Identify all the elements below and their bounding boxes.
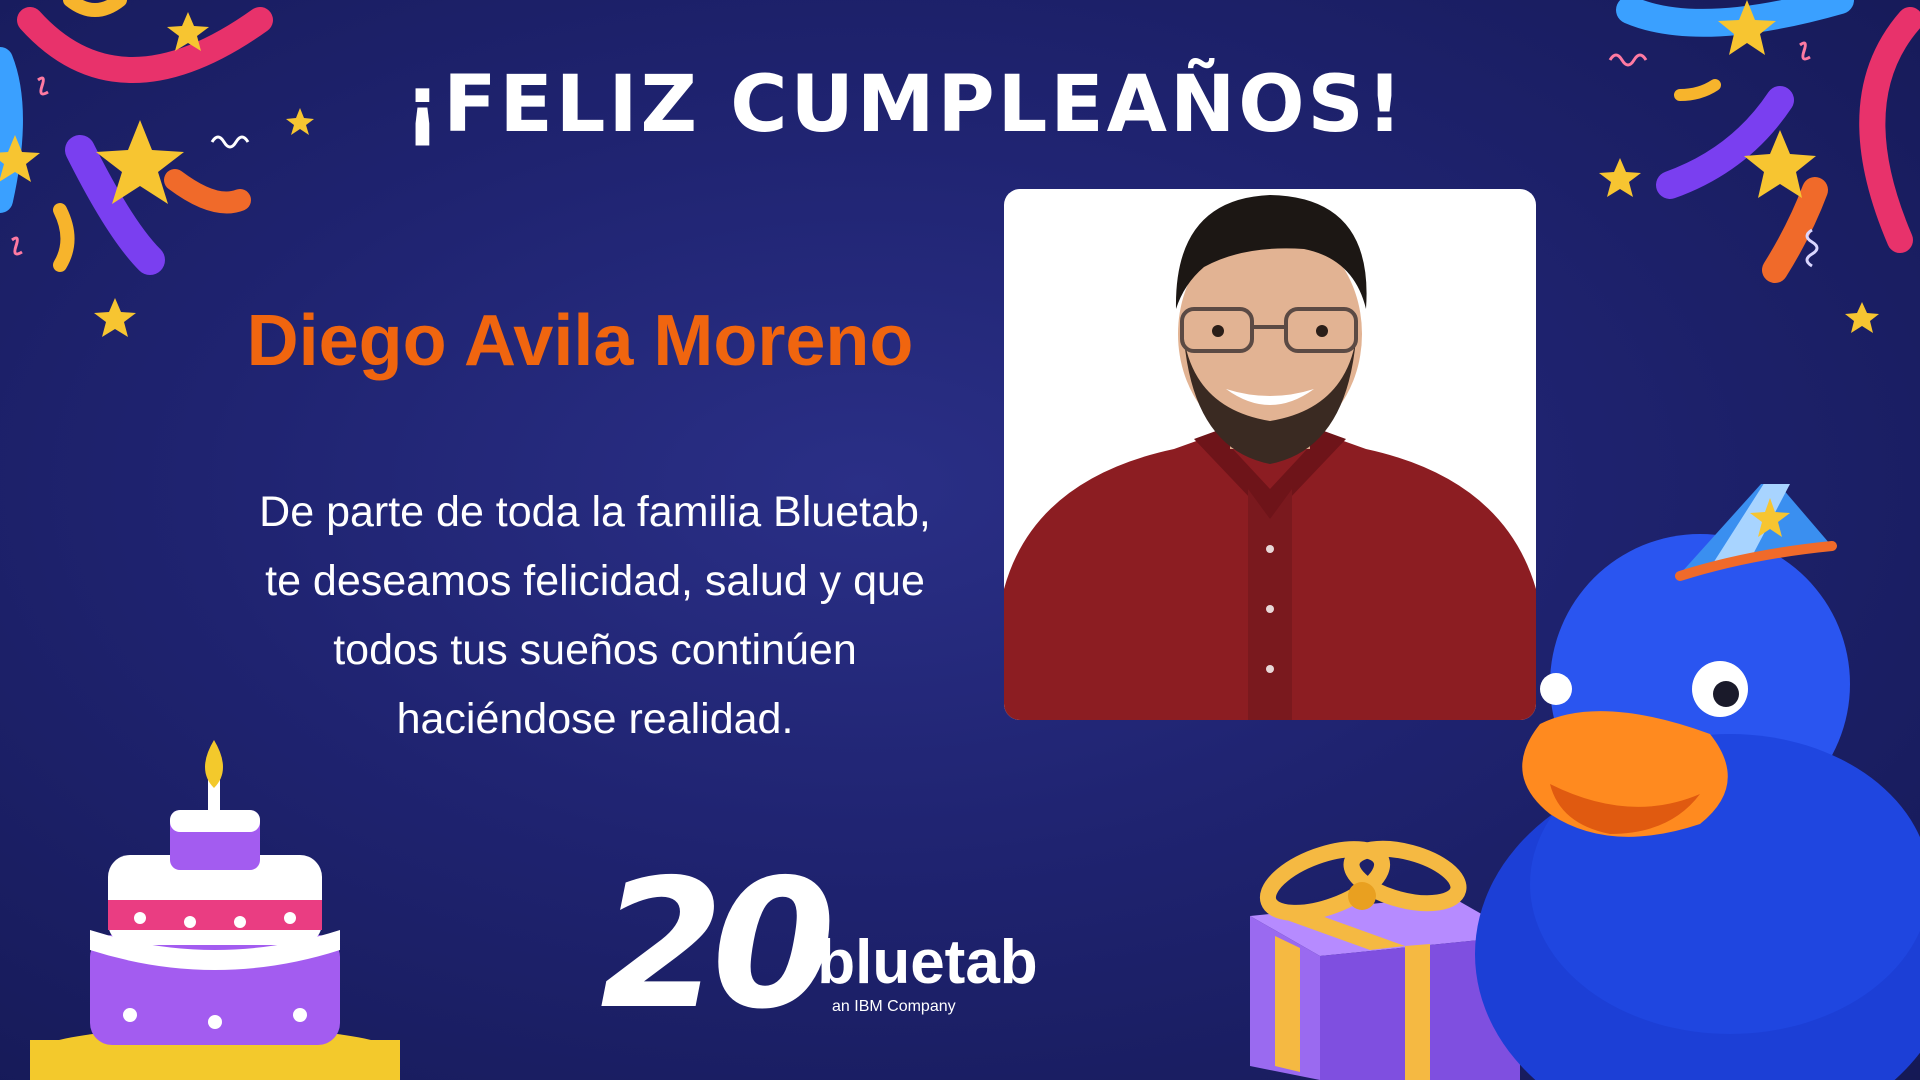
bluetab-wordmark: /bluetab: [800, 928, 1038, 997]
message-line: De parte de toda la familia Bluetab,: [259, 488, 931, 536]
message-line: te deseamos felicidad, salud y que: [265, 557, 925, 605]
logo-tagline: an IBM Company: [832, 998, 956, 1015]
birthday-cake-icon: [20, 740, 410, 1080]
confetti-top-left-icon: [0, 0, 330, 340]
rubber-duck-party-hat-icon: [1470, 484, 1920, 1080]
portrait-photo: [1004, 189, 1536, 720]
confetti-top-right-icon: [1590, 0, 1920, 340]
greeting-title: ¡FELIZ CUMPLEAÑOS!: [404, 60, 1406, 150]
birthday-message: [190, 478, 1000, 754]
celebrant-name: Diego Avila Moreno: [246, 301, 914, 381]
person-portrait-icon: [1004, 189, 1536, 720]
message-line: todos tus sueños continúen: [333, 626, 857, 674]
anniversary-logo-number: 20: [600, 841, 824, 1048]
message-line: haciéndose realidad.: [396, 695, 794, 743]
